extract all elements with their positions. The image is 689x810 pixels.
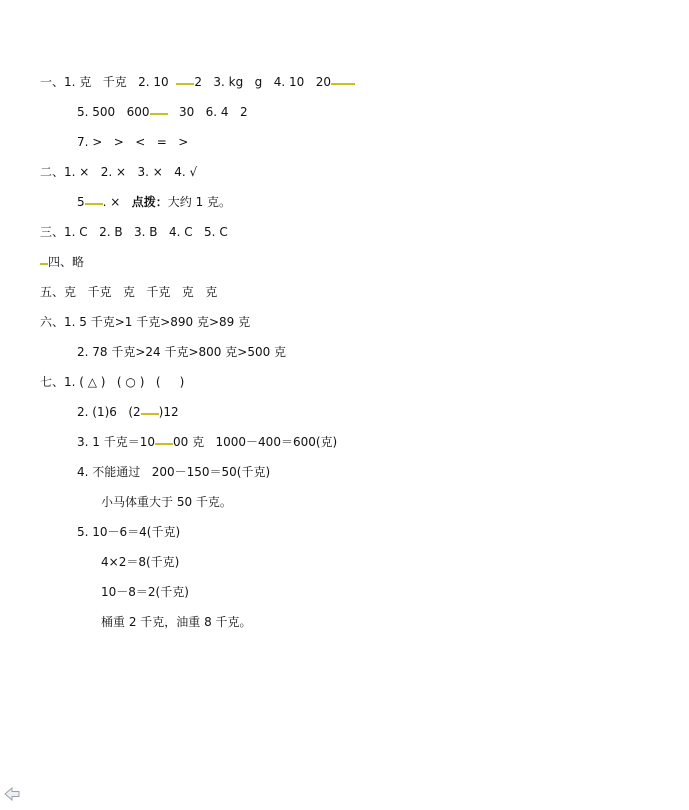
answer-line-2-5: 5 . × 点拨：大约 1 克。 bbox=[77, 195, 232, 209]
blank-underline bbox=[150, 113, 168, 115]
answer-line-1-7: 7. > > < = > bbox=[77, 135, 189, 149]
answer-line-4: 四、略 bbox=[40, 254, 84, 270]
answer-line-7-4: 4. 不能通过 200－150＝50(千克) bbox=[77, 465, 271, 479]
answer-line-1-5: 5. 500 600 30 6. 4 2 bbox=[77, 105, 248, 119]
answer-line-7-5-conclusion: 桶重 2 千克，油重 8 千克。 bbox=[101, 615, 252, 629]
answer-line-1-1: 一、1. 克 千克 2. 10 2 3. kg g 4. 10 20 bbox=[40, 74, 355, 90]
answer-line-7-5-step3: 10－8＝2(千克) bbox=[101, 585, 189, 599]
hint-label: 点拨： bbox=[131, 195, 168, 209]
blank-underline bbox=[176, 83, 194, 85]
blank-underline bbox=[331, 83, 355, 85]
answer-line-7-5-step2: 4×2＝8(千克) bbox=[101, 555, 180, 569]
answer-line-6-2: 2. 78 千克>24 千克>800 克>500 克 bbox=[77, 345, 287, 359]
blank-underline bbox=[85, 203, 103, 205]
blank-underline bbox=[40, 263, 48, 265]
blank-underline bbox=[141, 413, 159, 415]
answer-line-2-1: 二、1. × 2. × 3. × 4. √ bbox=[40, 165, 198, 179]
answer-line-5: 五、克 千克 克 千克 克 克 bbox=[40, 285, 218, 299]
answer-line-7-5: 5. 10－6＝4(千克) bbox=[77, 525, 181, 539]
blank-underline bbox=[155, 443, 173, 445]
answer-line-7-2: 2. (1)6 (2 )12 bbox=[77, 405, 179, 419]
answer-line-3: 三、1. C 2. B 3. B 4. C 5. C bbox=[40, 225, 228, 239]
answer-line-7-1: 七、1. ( △ ) ( ○ ) ( ) bbox=[40, 375, 185, 389]
answer-line-7-4-conclusion: 小马体重大于 50 千克。 bbox=[101, 495, 232, 509]
answer-line-7-3: 3. 1 千克＝10 00 克 1000－400＝600(克) bbox=[77, 435, 338, 449]
back-arrow-icon[interactable] bbox=[4, 787, 20, 801]
answer-line-6-1: 六、1. 5 千克>1 千克>890 克>89 克 bbox=[40, 315, 251, 329]
